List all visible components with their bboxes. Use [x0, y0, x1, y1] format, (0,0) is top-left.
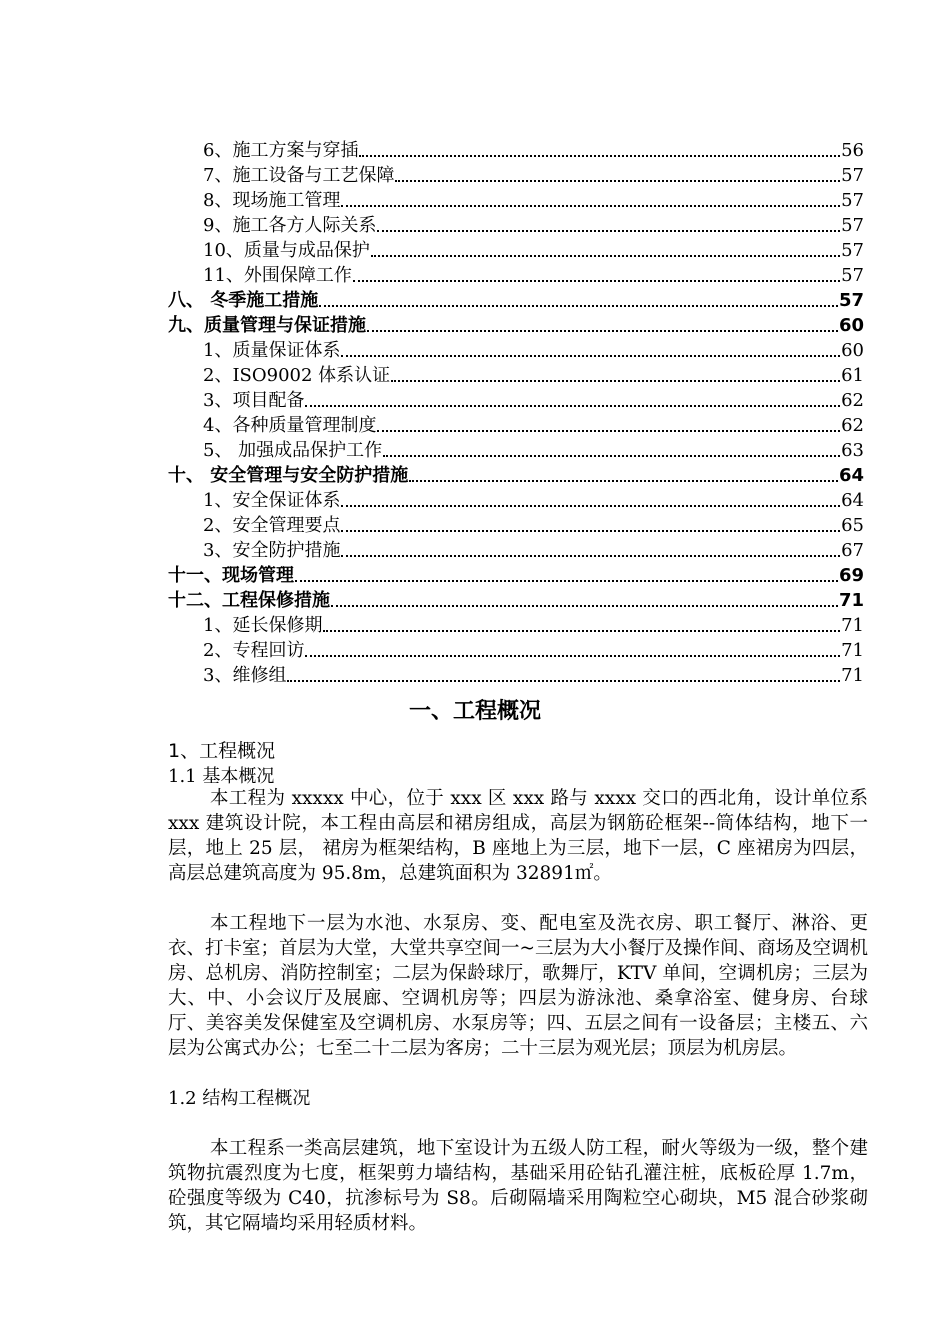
toc-entry-title: 9、施工各方人际关系 [203, 215, 377, 236]
toc-entry-title: 十一、现场管理 [168, 565, 294, 586]
toc-entry-page-number: 60 [838, 315, 864, 336]
toc-entry[interactable] [203, 638, 864, 663]
toc-entry[interactable] [203, 413, 864, 438]
toc-entry-page-number: 62 [841, 390, 864, 411]
toc-entry-page-number: 57 [841, 215, 864, 236]
toc-entry[interactable] [203, 388, 864, 413]
toc-entry-title: 5、 加强成品保护工作 [203, 440, 383, 461]
toc-entry[interactable] [168, 588, 864, 613]
toc-entry-title: 8、现场施工管理 [203, 190, 341, 211]
toc-dot-leader [287, 680, 840, 682]
toc-entry[interactable] [168, 563, 864, 588]
toc-entry-title: 6、施工方案与穿插 [203, 140, 359, 161]
toc-entry-page-number: 69 [838, 565, 864, 586]
toc-entry-title: 2、专程回访 [203, 640, 305, 661]
toc-entry-page-number: 57 [841, 190, 864, 211]
toc-entry[interactable] [203, 188, 864, 213]
toc-dot-leader [341, 355, 840, 357]
sub-heading-structure: 1.2 结构工程概况 [168, 1088, 311, 1109]
toc-entry[interactable] [203, 363, 864, 388]
toc-entry-page-number: 71 [841, 615, 864, 636]
toc-entry-title: 3、项目配备 [203, 390, 305, 411]
toc-dot-leader [341, 530, 840, 532]
toc-entry-title: 十二、工程保修措施 [168, 590, 330, 611]
toc-entry[interactable] [203, 438, 864, 463]
toc-entry-title: 1、安全保证体系 [203, 490, 341, 511]
toc-entry-page-number: 57 [838, 290, 864, 311]
toc-dot-leader [341, 505, 840, 507]
toc-entry-title: 2、安全管理要点 [203, 515, 341, 536]
toc-dot-leader [383, 455, 840, 457]
toc-entry-page-number: 60 [841, 340, 864, 361]
toc-entry-title: 3、维修组 [203, 665, 287, 686]
toc-dot-leader [305, 405, 840, 407]
toc-entry-page-number: 56 [841, 140, 864, 161]
toc-dot-leader [331, 605, 838, 607]
toc-entry-page-number: 71 [838, 590, 864, 611]
toc-entry-page-number: 64 [841, 490, 864, 511]
toc-entry[interactable] [168, 313, 864, 338]
toc-dot-leader [319, 305, 838, 307]
toc-entry-title: 十、 安全管理与安全防护措施 [168, 465, 409, 486]
toc-entry-title: 7、施工设备与工艺保障 [203, 165, 395, 186]
toc-dot-leader [377, 430, 840, 432]
toc-entry-page-number: 61 [841, 365, 864, 386]
paragraph-basic-overview: 本工程为 xxxxx 中心，位于 xxx 区 xxx 路与 xxxx 交口的西北角，设计单位系 xxx 建筑设计院，本工程由高层和裙房组成，高层为钢筋砼框架--筒体结构，地下一层，地上 25 层， 裙房为框架结构，B 座地上为三层，地下一层，C 座裙房为四层，高层总建筑高度为 95.8m，总建筑面积为 32891㎡。 [168, 788, 868, 884]
toc-entry-page-number: 57 [841, 240, 864, 261]
toc-entry[interactable] [203, 138, 864, 163]
toc-entry-page-number: 71 [841, 640, 864, 661]
sub-heading-basic: 1.1 基本概况 [168, 766, 275, 787]
toc-entry-title: 1、质量保证体系 [203, 340, 341, 361]
toc-entry-title: 1、延长保修期 [203, 615, 323, 636]
toc-entry-page-number: 57 [841, 265, 864, 286]
toc-entry-title: 11、外围保障工作 [203, 265, 352, 286]
toc-dot-leader [305, 655, 840, 657]
toc-entry[interactable] [168, 463, 864, 488]
toc-dot-leader [323, 630, 840, 632]
toc-dot-leader [395, 180, 840, 182]
toc-entry[interactable] [203, 663, 864, 688]
toc-entry[interactable] [203, 338, 864, 363]
toc-entry[interactable] [203, 238, 864, 263]
toc-entry-title: 2、ISO9002 体系认证 [203, 365, 391, 386]
toc-entry-page-number: 63 [841, 440, 864, 461]
toc-dot-leader [353, 280, 840, 282]
toc-entry-page-number: 62 [841, 415, 864, 436]
toc-entry-page-number: 71 [841, 665, 864, 686]
toc-dot-leader [367, 330, 838, 332]
toc-entry-title: 3、安全防护措施 [203, 540, 341, 561]
toc-dot-leader [409, 480, 838, 482]
toc-dot-leader [359, 155, 840, 157]
toc-entry-page-number: 57 [841, 165, 864, 186]
toc-entry[interactable] [203, 613, 864, 638]
toc-entry-page-number: 65 [841, 515, 864, 536]
toc-entry[interactable] [168, 288, 864, 313]
paragraph-floor-usage: 本工程地下一层为水池、水泵房、变、配电室及洗衣房、职工餐厅、淋浴、更衣、打卡室；首层为大堂，大堂共享空间一~三层为大小餐厅及操作间、商场及空调机房、总机房、消防控制室；二层为保龄球厅，歌舞厅，KTV 单间，空调机房；三层为大、中、小会议厅及展廊、空调机房等；四层为游泳池、桑拿浴室、健身房、台球厅、美容美发保健室及空调机房、水泵房等；四、五层之间有一设备层；主楼五、六层为公寓式办公；七至二十二层为客房；二十三层为观光层；顶层为机房层。 [168, 913, 869, 1059]
toc-dot-leader [371, 255, 840, 257]
toc-entry[interactable] [203, 263, 864, 288]
toc-dot-leader [295, 580, 838, 582]
toc-dot-leader [341, 205, 840, 207]
toc-entry-page-number: 64 [838, 465, 864, 486]
toc-entry-title: 九、质量管理与保证措施 [168, 315, 366, 336]
subsection-title: 1、工程概况 [168, 740, 276, 762]
toc-dot-leader [341, 555, 840, 557]
toc-entry[interactable] [203, 213, 864, 238]
toc-entry[interactable] [203, 488, 864, 513]
toc-entry[interactable] [203, 538, 864, 563]
toc-entry-title: 八、 冬季施工措施 [168, 290, 319, 311]
toc-entry-title: 4、各种质量管理制度 [203, 415, 377, 436]
section-title: 一、工程概况 [408, 699, 541, 724]
toc-entry[interactable] [203, 163, 864, 188]
toc-dot-leader [377, 230, 840, 232]
toc-entry-page-number: 67 [841, 540, 864, 561]
paragraph-structure: 本工程系一类高层建筑，地下室设计为五级人防工程，耐火等级为一级，整个建筑物抗震烈度为七度，框架剪力墙结构，基础采用砼钻孔灌注桩，底板砼厚 1.7m，砼强度等级为 C40，抗渗标号为 S8。后砌隔墙采用陶粒空心砌块，M5 混合砂浆砌筑，其它隔墙均采用轻质材料。 [168, 1138, 868, 1234]
toc-dot-leader [391, 380, 840, 382]
toc-entry[interactable] [203, 513, 864, 538]
toc-entry-title: 10、质量与成品保护 [203, 240, 370, 261]
